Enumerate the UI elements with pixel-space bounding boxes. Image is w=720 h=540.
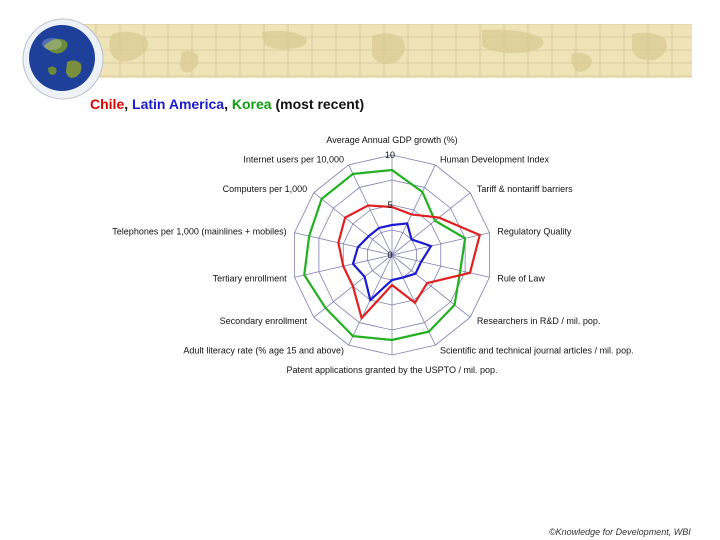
axis-label: Researchers in R&D / mil. pop. (476, 316, 601, 327)
axis-label: Internet users per 10,000 (243, 154, 345, 165)
title-part: , (124, 96, 133, 112)
axis-label: Computers per 1,000 (222, 183, 308, 194)
axis-label: Rule of Law (497, 273, 545, 284)
tick-label: 10 (384, 150, 396, 160)
axis-label: Human Development Index (439, 154, 550, 165)
axis-label: Average Annual GDP growth (%) (326, 135, 458, 145)
tick-label: 5 (387, 200, 393, 210)
axis-label: Secondary enrollment (219, 316, 308, 327)
axis-label: Telephones per 1,000 (mainlines + mobiles) (112, 226, 287, 237)
axis-label: Regulatory Quality (497, 226, 572, 237)
title-part: Chile (90, 96, 125, 112)
axis-label: Scientific and technical journal articles / mil. pop. (439, 345, 634, 356)
radar-spoke (349, 165, 392, 255)
axis-label: Adult literacy rate (% age 15 and above) (183, 345, 345, 356)
footer-credit: ©Knowledge for Development, WBI (549, 527, 691, 537)
axis-label: Tariff & nontariff barriers (476, 183, 573, 194)
tick-label: 0 (387, 250, 393, 260)
title-part: Latin America (132, 96, 225, 112)
axis-label: Patent applications granted by the USPTO / mil. pop. (286, 365, 498, 375)
title-part: , (224, 96, 232, 112)
axis-label: Tertiary enrollment (212, 273, 287, 284)
title-part: (most recent) (271, 96, 365, 112)
title-part: Korea (231, 96, 272, 112)
